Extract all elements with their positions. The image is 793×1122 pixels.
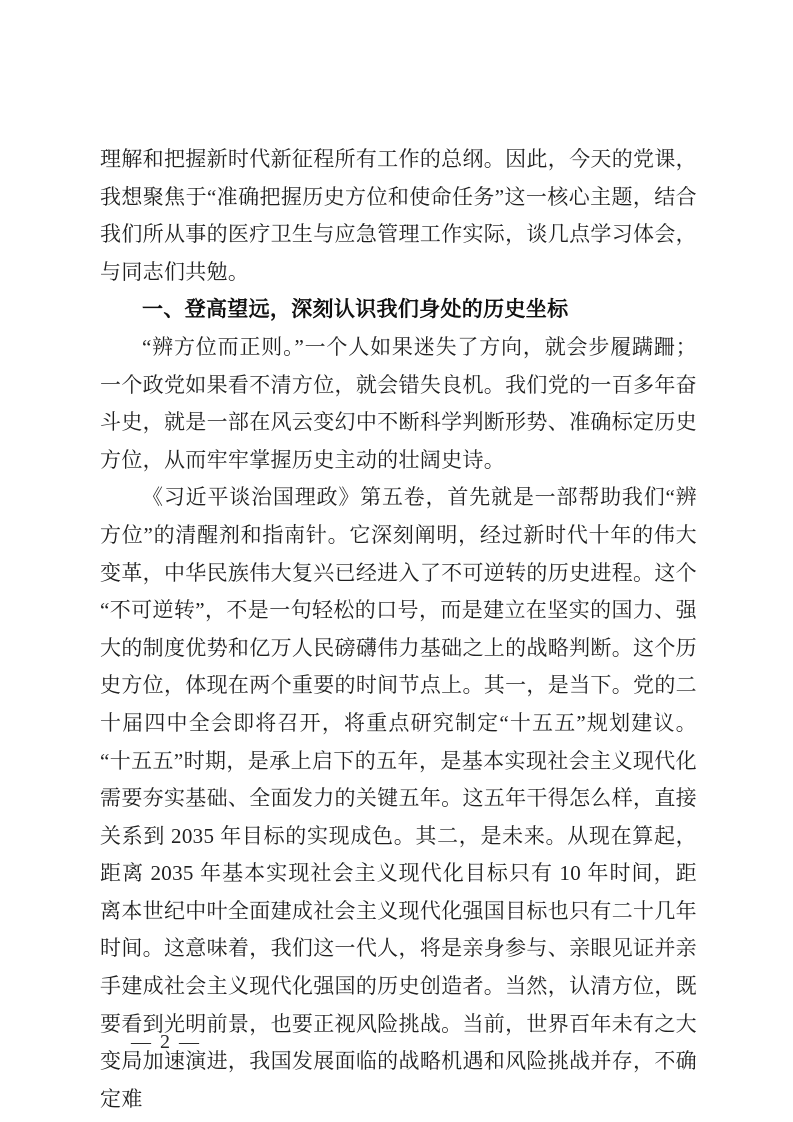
section-heading-1: 一、登高望远，深刻认识我们身处的历史坐标: [142, 298, 569, 322]
paragraph-bian-fangwei: “辨方位而正则。”一个人如果迷失了方向，就会步履蹒跚；一个政党如果看不清方位，就会错失良机。我们党的一百多年奋斗史，就是一部在风云变幻中不断科学判断形势、准确标定历史方位，从而牢牢掌握历史主动的壮阔史诗。: [100, 334, 697, 472]
paragraph-lishi-fangwei: 《习近平谈治国理政》第五卷，首先就是一部帮助我们“辨方位”的清醒剂和指南针。它深刻阐明，经过新时代十年的伟大变革，中华民族伟大复兴已经进入了不可逆转的历史进程。这个“不可逆转”，不是一句轻松的口号，而是建立在坚实的国力、强大的制度优势和亿万人民磅礴伟力基础之上的战略判断。这个历史方位，体现在两个重要的时间节点上。其一，是当下。党的二十届四中全会即将召开，将重点研究制定“十五五”规划建议。“十五五”时期，是承上启下的五年，是基本实现社会主义现代化需要夯实基础、全面发力的关键五年。这五年干得怎么样，直接关系到 2035 年目标的实现成色。其二，是未来。从现在算起，距离 2035 年基本实现社会主义现代化目标只有 10 年时间，距离本世纪中叶全面建成社会主义现代化强国目标也只有二十几年时间。这意味着，我们这一代人，将是亲身参与、亲眼见证并亲手建成社会主义现代化强国的历史创造者。当然，认清方位，既要看到光明前景，也要正视风险挑战。当前，世界百年未有之大变局加速演进，我国发展面临的战略机遇和风险挑战并存，不确定难: [100, 485, 697, 1111]
page-body: [100, 141, 697, 1118]
paragraph-continued-intro: 理解和把握新时代新征程所有工作的总纲。因此，今天的党课，我想聚焦于“准确把握历史方位和使命任务”这一核心主题，结合我们所从事的医疗卫生与应急管理工作实际，谈几点学习体会，与同志们共勉。: [100, 147, 697, 284]
page-number: — 2 —: [131, 1031, 201, 1053]
